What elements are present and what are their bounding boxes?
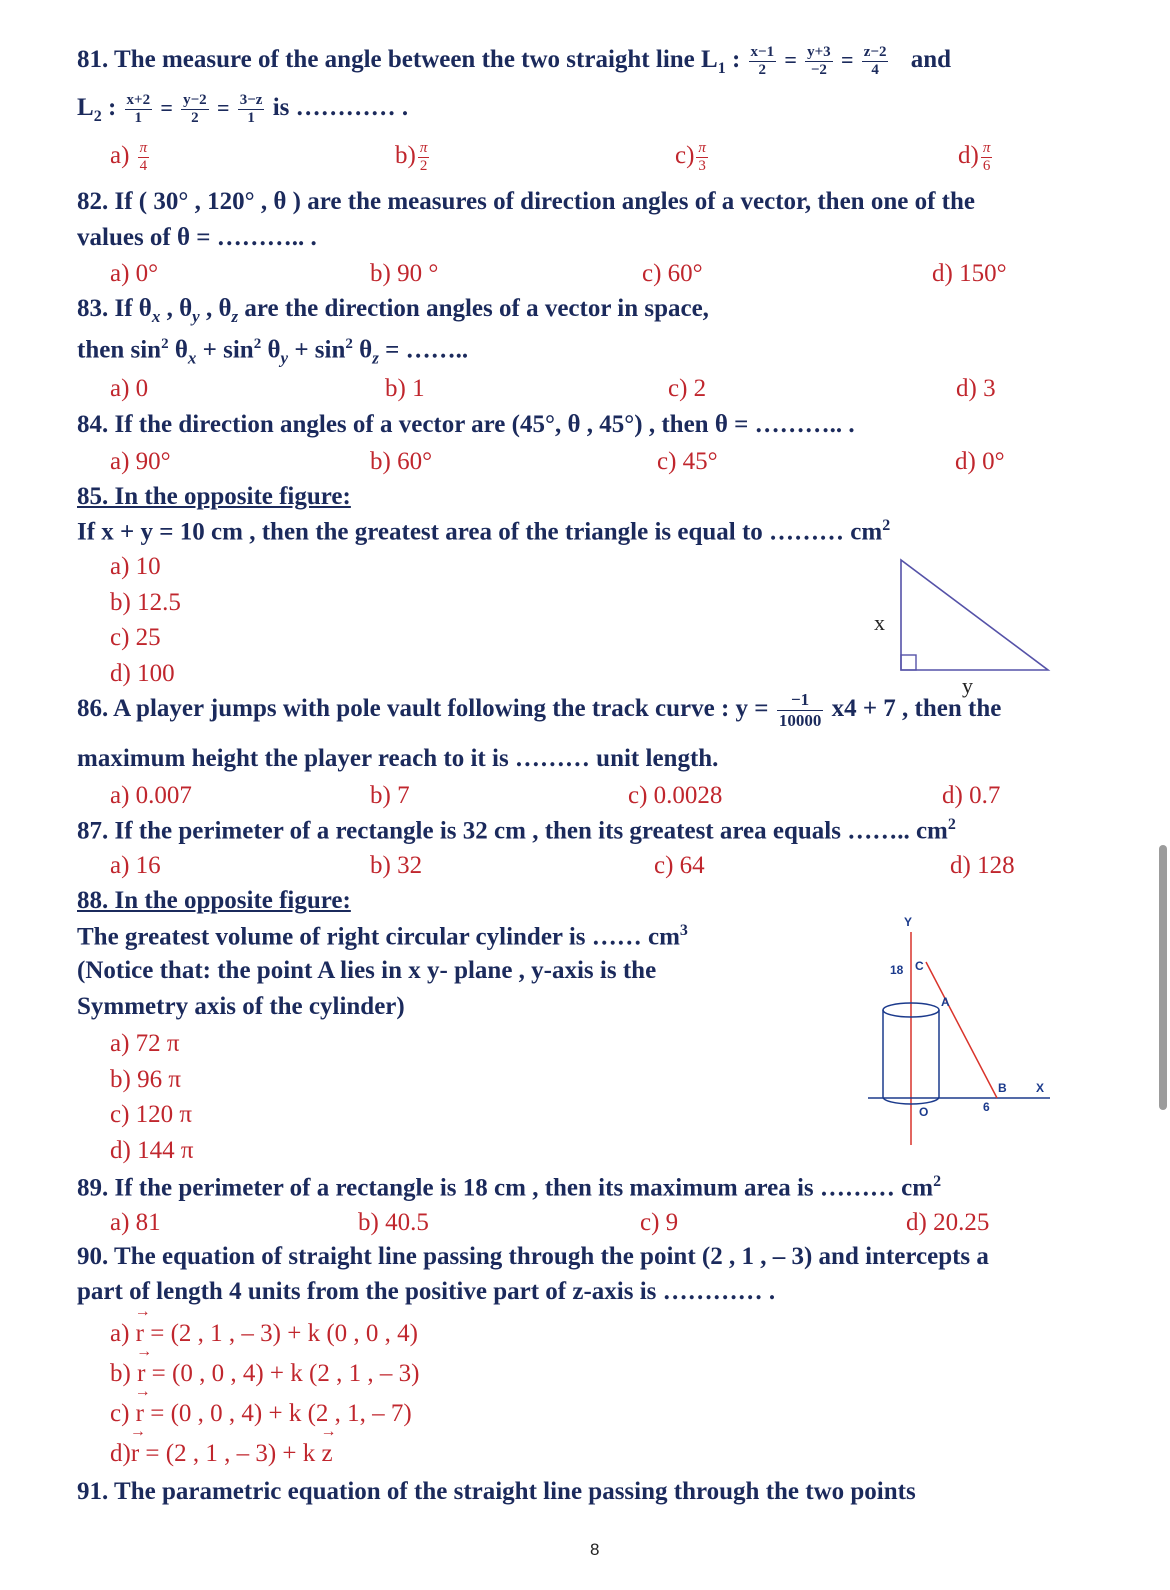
question-88-line2: (Notice that: the point A lies in x y- plane , y-axis is the <box>77 957 657 984</box>
right-angle-mark <box>901 655 916 670</box>
option-85-b[interactable]: b) 12.5 <box>110 589 181 616</box>
x-axis-label: X <box>1036 1081 1045 1095</box>
option-label: b) <box>395 142 416 170</box>
numerator: 3−z <box>239 92 263 108</box>
text: 89. If the perimeter of a rectangle is 18 cm , then its maximum area is ……… cm <box>77 1174 934 1202</box>
option-89-b[interactable]: b) 40.5 <box>358 1209 429 1236</box>
blank: = …….. <box>385 336 469 364</box>
fraction <box>181 92 209 127</box>
and-word: and <box>910 46 952 74</box>
question-88-line1 <box>77 922 688 951</box>
fraction <box>138 140 150 175</box>
superscript: 2 <box>253 336 262 352</box>
question-87-line1 <box>77 816 956 845</box>
point-c-label: C <box>915 959 924 973</box>
subscript: y <box>280 348 289 368</box>
option-label: a) <box>110 1320 130 1347</box>
subscript: y <box>192 307 200 326</box>
numerator: y−2 <box>183 92 207 108</box>
denominator: 1 <box>247 110 255 126</box>
question-81-line2: $L_2$ : $\frac{x+2}{1}$ = $\frac{y-2}{2}$ = $\frac{3-z}{1}$ is ………… . <box>77 92 409 126</box>
numerator: x−1 <box>750 44 775 60</box>
question-88-line3: Symmetry axis of the cylinder) <box>77 993 405 1020</box>
option-87-c[interactable]: c) 64 <box>654 852 705 879</box>
text: 87. If the perimeter of a rectangle is 32 cm , then its greatest area equals …….. cm <box>77 817 948 845</box>
option-84-d[interactable]: d) 0° <box>955 448 1005 475</box>
denominator: 10000 <box>778 711 822 730</box>
text: x4 + 7 , then the <box>831 695 1002 723</box>
text: If x + y = 10 cm , then the greatest area of the triangle is equal to ……… cm <box>77 518 883 546</box>
option-label: c) <box>110 1400 130 1427</box>
option-86-a[interactable]: a) 0.007 <box>110 782 192 809</box>
denominator: 3 <box>698 158 706 174</box>
option-82-a[interactable]: a) 0° <box>110 260 159 287</box>
page-number: 8 <box>590 1540 600 1559</box>
option-89-d[interactable]: d) 20.25 <box>906 1209 990 1236</box>
text: θ <box>174 336 188 364</box>
fraction <box>418 140 430 175</box>
text: θ <box>267 336 281 364</box>
option-87-a[interactable]: a) 16 <box>110 852 161 879</box>
subscript: z <box>372 348 379 368</box>
denominator: 2 <box>191 110 199 126</box>
numerator: z−2 <box>863 44 887 60</box>
y-axis-label: Y <box>904 915 913 929</box>
option-82-b[interactable]: b) 90 ° <box>370 260 439 287</box>
right-triangle-figure <box>860 550 1060 700</box>
fraction <box>749 44 777 79</box>
question-91-line1: 91. The parametric equation of the straight line passing through the two points <box>77 1478 916 1505</box>
vector-r: → r <box>131 1440 139 1468</box>
option-text: = (2 , 1 , – 3) + k <box>139 1440 316 1467</box>
blank: is ………… . <box>272 94 409 122</box>
option-label: c) <box>675 142 695 170</box>
option-81-b[interactable] <box>395 140 431 175</box>
subscript: z <box>231 307 239 326</box>
text: , θ <box>205 295 232 322</box>
option-86-c[interactable]: c) 0.0028 <box>628 782 723 809</box>
point-b-label: B <box>998 1081 1007 1095</box>
superscript: 2 <box>882 517 891 534</box>
origin-label: O <box>919 1105 929 1119</box>
option-text: = (2 , 1 , – 3) + k (0 , 0 , 4) <box>144 1320 418 1347</box>
option-text: = (0 , 0 , 4) + k (2 , 1 , – 3) <box>145 1360 420 1387</box>
numerator: π <box>139 140 148 156</box>
option-90-c[interactable] <box>110 1400 412 1428</box>
label-6: 6 <box>983 1100 990 1114</box>
line-label: L <box>77 94 94 122</box>
option-label: d) <box>958 142 979 170</box>
colon: : <box>725 46 741 74</box>
numerator: −1 <box>777 690 824 711</box>
side-y-label: y <box>962 673 973 698</box>
option-84-c[interactable]: c) 45° <box>657 448 718 475</box>
denominator: 2 <box>419 158 428 174</box>
option-86-d[interactable]: d) 0.7 <box>942 782 1001 809</box>
question-86-line2: maximum height the player reach to it is ……… unit length. <box>77 745 719 772</box>
option-85-d[interactable]: d) 100 <box>110 660 175 687</box>
subscript: 1 <box>717 60 726 78</box>
option-90-a[interactable] <box>110 1320 418 1348</box>
question-88-heading: 88. In the opposite figure: <box>77 887 351 914</box>
fraction <box>981 140 993 175</box>
superscript: 3 <box>679 922 688 939</box>
numerator: π <box>698 140 706 156</box>
option-label: a) <box>110 142 130 170</box>
question-89-line1 <box>77 1173 941 1202</box>
fraction <box>862 44 889 79</box>
option-89-c[interactable]: c) 9 <box>640 1209 679 1236</box>
text: The greatest volume of right circular cylinder is …… cm <box>77 923 680 951</box>
option-90-b[interactable] <box>110 1360 419 1388</box>
option-81-c[interactable] <box>675 140 710 175</box>
denominator: 6 <box>982 158 991 174</box>
cylinder-figure <box>840 910 1070 1150</box>
triangle <box>901 560 1048 670</box>
question-82-line1: 82. If ( 30° , 120° , θ ) are the measures of direction angles of a vector, then one of the <box>77 188 975 215</box>
text: 86. A player jumps with pole vault following the track curve : y = <box>77 695 769 723</box>
vector-r: → r <box>136 1400 144 1428</box>
option-88-c[interactable]: c) 120 π <box>110 1101 193 1128</box>
question-81-text: 81. The measure of the angle between the two straight line L <box>77 46 718 74</box>
question-81-line1: 81. The measure of the angle between the two straight line $L_1$ : $\frac{x-1}{2}$ = $\frac{y+3}{-2}$ = $\frac{z-2}{4}$ and <box>77 44 952 78</box>
option-84-b[interactable]: b) 60° <box>370 448 433 475</box>
option-text: = (0 , 0 , 4) + k (2 , 1, – 7) <box>144 1400 412 1427</box>
denominator: 4 <box>139 158 148 174</box>
denominator: −2 <box>810 62 827 78</box>
option-87-b[interactable]: b) 32 <box>370 852 423 879</box>
fraction <box>238 92 265 127</box>
option-88-d[interactable]: d) 144 π <box>110 1137 194 1164</box>
superscript: 2 <box>947 816 956 833</box>
option-88-a[interactable]: a) 72 π <box>110 1030 180 1057</box>
denominator: 2 <box>758 62 767 78</box>
question-90-line2: part of length 4 units from the positive part of z-axis is ………… . <box>77 1278 776 1305</box>
denominator: 1 <box>134 110 143 126</box>
option-87-d[interactable]: d) 128 <box>950 852 1015 879</box>
fraction <box>777 690 824 731</box>
question-90-line1: 90. The equation of straight line passing through the point (2 , 1 , – 3) and intercepts a <box>77 1243 989 1270</box>
text: θ <box>359 336 373 364</box>
option-85-a[interactable]: a) 10 <box>110 553 161 580</box>
option-82-d[interactable]: d) 150° <box>932 260 1007 287</box>
label-18: 18 <box>890 963 904 977</box>
option-82-c[interactable]: c) 60° <box>642 260 703 287</box>
colon: : <box>101 94 117 122</box>
scrollbar[interactable] <box>1159 845 1167 1110</box>
option-81-a[interactable] <box>110 140 151 175</box>
fraction <box>696 140 708 175</box>
vector-r: → r <box>137 1360 145 1388</box>
question-82-line2: values of θ = ……….. . <box>77 224 317 251</box>
subscript: x <box>151 307 161 326</box>
text: are the direction angles of a vector in space, <box>244 295 709 322</box>
vector-z: → z <box>322 1440 333 1468</box>
numerator: x+2 <box>126 92 151 108</box>
question-86-line1 <box>77 690 1001 731</box>
numerator: π <box>419 140 428 156</box>
fraction <box>125 92 153 127</box>
option-83-c[interactable]: c) 2 <box>668 375 707 402</box>
question-85-heading: 85. In the opposite figure: <box>77 483 351 510</box>
subscript: 2 <box>93 108 102 126</box>
vector-r: → r <box>136 1320 144 1348</box>
text: + sin <box>294 336 346 364</box>
option-86-b[interactable]: b) 7 <box>370 782 410 809</box>
option-label: d) <box>110 1440 131 1467</box>
question-83-line1 <box>77 295 709 327</box>
option-85-c[interactable]: c) 25 <box>110 624 161 651</box>
point-a-label: A <box>941 995 950 1009</box>
superscript: 2 <box>933 1173 942 1190</box>
option-90-d[interactable] <box>110 1440 333 1468</box>
fraction <box>805 44 833 79</box>
option-84-a[interactable]: a) 90° <box>110 448 171 475</box>
numerator: y+3 <box>807 44 831 60</box>
numerator: π <box>982 140 991 156</box>
denominator: 4 <box>871 62 879 78</box>
option-83-a[interactable]: a) 0 <box>110 375 149 402</box>
text: + sin <box>202 336 254 364</box>
option-83-b[interactable]: b) 1 <box>385 375 425 402</box>
superscript: 2 <box>345 336 353 352</box>
option-89-a[interactable]: a) 81 <box>110 1209 161 1236</box>
question-84-line1: 84. If the direction angles of a vector are (45°, θ , 45°) , then θ = ……….. . <box>77 411 855 438</box>
superscript: 2 <box>161 336 169 352</box>
side-x-label: x <box>874 610 885 635</box>
subscript: x <box>187 348 197 368</box>
option-label: b) <box>110 1360 131 1387</box>
option-83-d[interactable]: d) 3 <box>956 375 996 402</box>
question-83-line2 <box>77 336 468 368</box>
option-81-d[interactable] <box>958 140 994 175</box>
text: 83. If θ <box>77 295 152 322</box>
text: , θ <box>166 295 193 322</box>
option-88-b[interactable]: b) 96 π <box>110 1066 181 1093</box>
text: then sin <box>77 336 162 364</box>
slant-line <box>926 962 997 1098</box>
question-85-line1 <box>77 517 890 546</box>
